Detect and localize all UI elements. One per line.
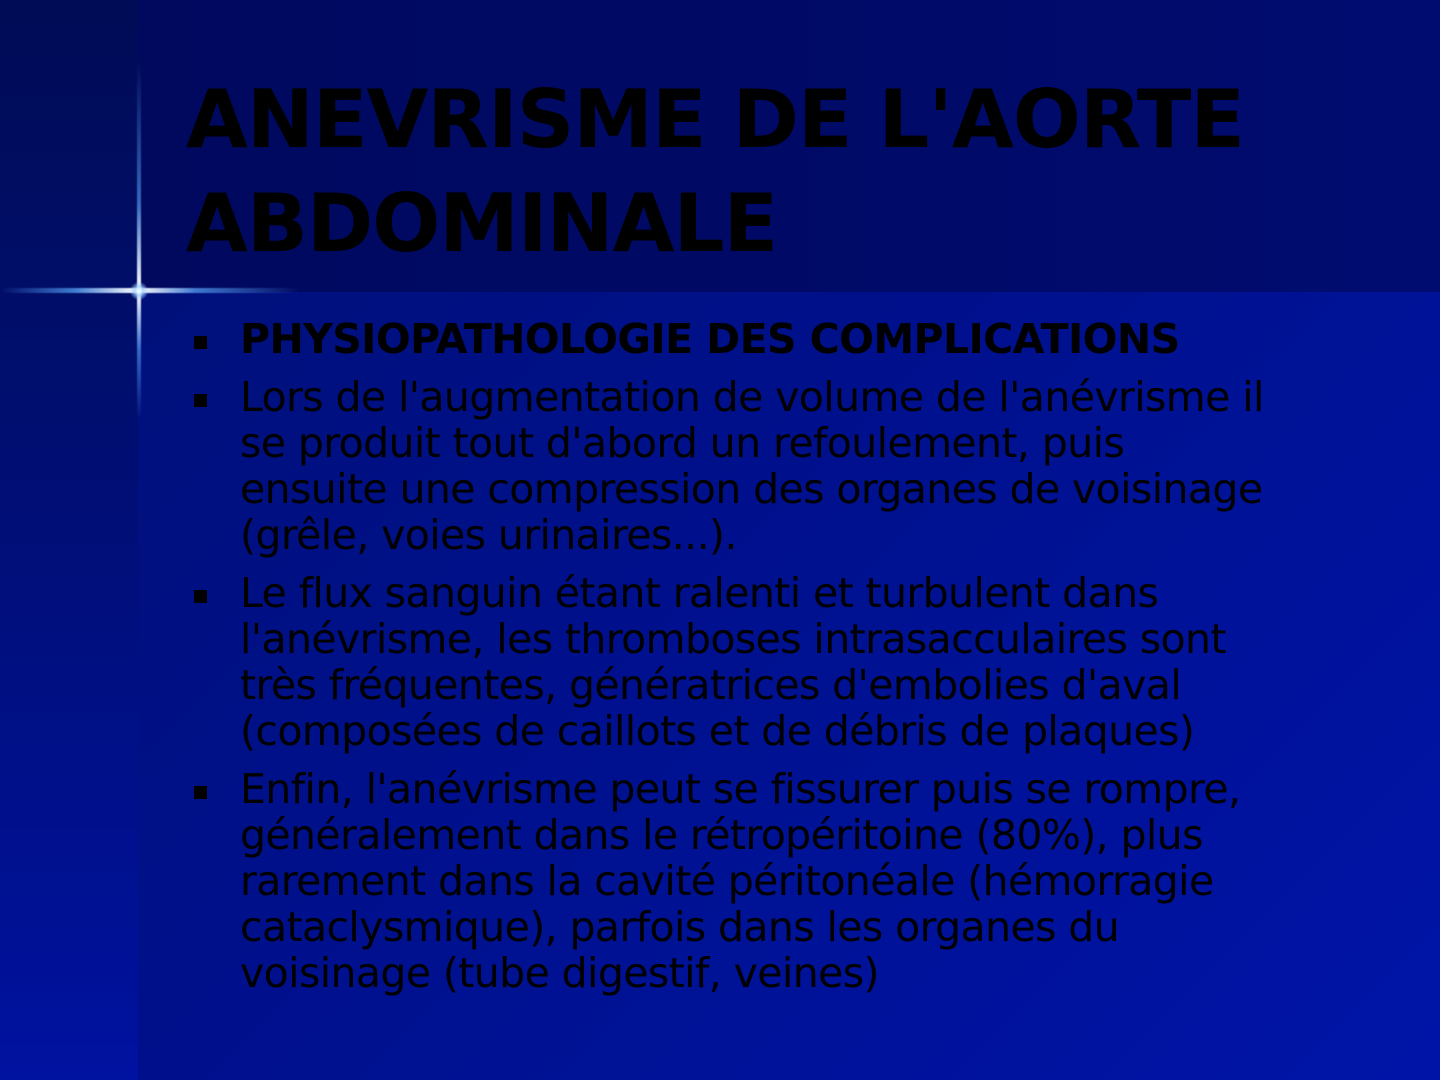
slide-title-line-2: ABDOMINALE [186,177,778,270]
sparkle-star-icon [130,282,148,300]
bullet-line: rarement dans la cavité péritonéale (hémorragie [240,857,1214,905]
sparkle-horizontal-ray [0,288,300,293]
square-bullet-icon [194,786,207,799]
sparkle-vertical-ray [137,60,141,420]
square-bullet-icon [194,394,207,407]
bullet-item-thrombosis [186,570,1366,754]
bullet-line: Lors de l'augmentation de volume de l'anévrisme il [240,373,1264,421]
bullet-line: PHYSIOPATHOLOGIE DES COMPLICATIONS [240,315,1180,363]
bullet-line: (grêle, voies urinaires...). [240,511,737,559]
bullet-line: Le flux sanguin étant ralenti et turbulent dans [240,569,1159,617]
slide-title-line-1: ANEVRISME DE L'AORTE [186,73,1245,166]
bullet-item-rupture [186,766,1366,996]
bullet-text [240,766,1366,996]
left-band [0,0,138,1080]
bullet-text [240,570,1366,754]
bullet-line: Enfin, l'anévrisme peut se fissurer puis se rompre, [240,765,1241,813]
bullet-line: se produit tout d'abord un refoulement, puis [240,419,1125,467]
bullet-line: voisinage (tube digestif, veines) [240,949,879,997]
bullet-item-compression [186,374,1366,558]
bullet-line: l'anévrisme, les thromboses intrasacculaires sont [240,615,1226,663]
bullet-line: (composées de caillots et de débris de plaques) [240,707,1195,755]
bullet-line: ensuite une compression des organes de voisinage [240,465,1263,513]
bullet-line: très fréquentes, génératrices d'embolies d'aval [240,661,1182,709]
square-bullet-icon [194,336,207,349]
bullet-text [240,316,1366,362]
bullet-item-complications-heading [186,316,1366,362]
bullet-line: généralement dans le rétropéritoine (80%), plus [240,811,1203,859]
bullet-list [186,316,1366,996]
square-bullet-icon [194,590,207,603]
bullet-line: cataclysmique), parfois dans les organes du [240,903,1120,951]
bullet-text [240,374,1366,558]
slide-title [186,68,1386,276]
